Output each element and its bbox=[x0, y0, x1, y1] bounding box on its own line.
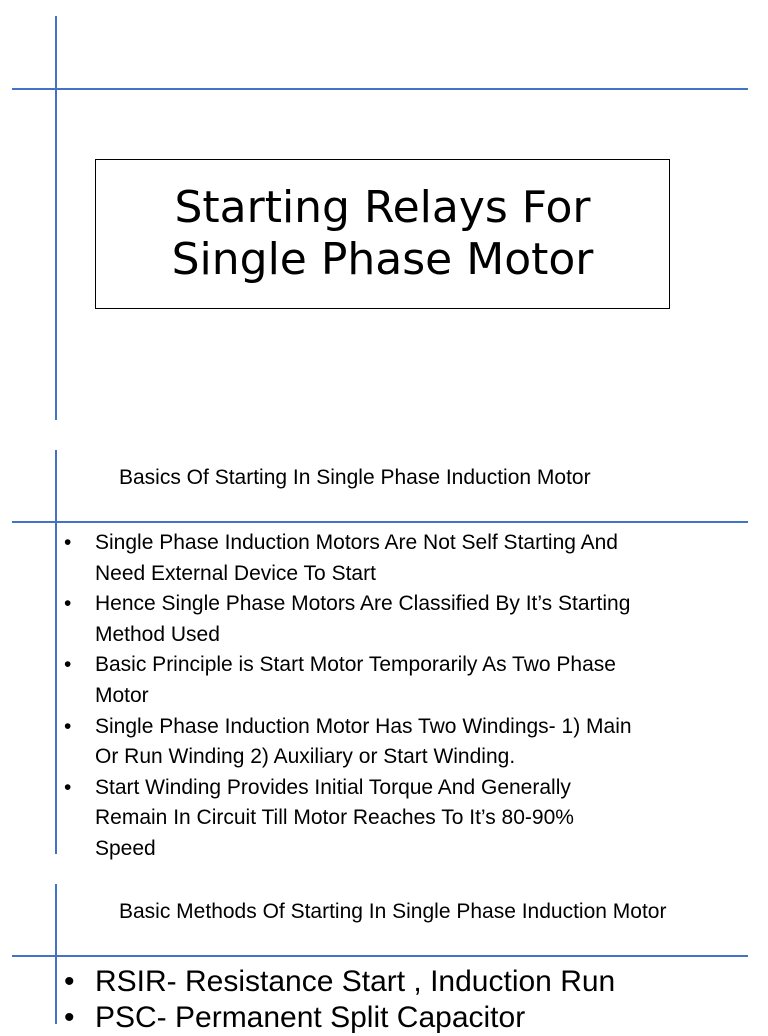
bullet-icon: • bbox=[64, 965, 75, 998]
list-item bbox=[0, 1000, 715, 1036]
list-item bbox=[0, 964, 715, 1000]
section-heading: Basic Methods Of Starting In Single Phase Induction Motor bbox=[119, 900, 667, 923]
bullet-icon: • bbox=[64, 531, 72, 554]
bullet-list bbox=[0, 528, 635, 865]
list-item bbox=[0, 712, 635, 773]
list-item-text: Single Phase Induction Motors Are Not Self Starting And Need External Device To Start bbox=[95, 531, 618, 585]
list-item-text: Start Winding Provides Initial Torque And Generally Remain In Circuit Till Motor Reaches To It’s 80-90% Speed bbox=[95, 775, 574, 860]
bullet-list bbox=[0, 964, 715, 1036]
slide-divider-horizontal bbox=[12, 955, 748, 957]
list-item-text: RSIR- Resistance Start , Induction Run bbox=[95, 965, 616, 998]
bullet-icon: • bbox=[64, 775, 72, 799]
list-item bbox=[0, 650, 635, 711]
list-item-text: PSC- Permanent Split Capacitor bbox=[95, 1001, 526, 1034]
bullet-icon: • bbox=[64, 653, 72, 677]
list-item bbox=[0, 773, 635, 865]
list-item bbox=[0, 528, 635, 589]
slide-divider-horizontal bbox=[12, 521, 748, 523]
bullet-icon: • bbox=[64, 1001, 75, 1034]
section-heading: Basics Of Starting In Single Phase Induction Motor bbox=[119, 466, 591, 489]
bullet-icon: • bbox=[64, 714, 72, 738]
list-item-text: Single Phase Induction Motor Has Two Windings- 1) Main Or Run Winding 2) Auxiliary or Start Winding. bbox=[95, 714, 632, 769]
bullet-icon: • bbox=[64, 592, 72, 616]
list-item-text: Basic Principle is Start Motor Temporarily As Two Phase Motor bbox=[95, 653, 616, 707]
page-title: Starting Relays For Single Phase Motor bbox=[171, 182, 594, 285]
list-item-text: Hence Single Phase Motors Are Classified By It’s Starting Method Used bbox=[95, 592, 631, 646]
slide-divider-horizontal bbox=[12, 88, 748, 90]
list-item bbox=[0, 589, 635, 650]
slide-divider-vertical bbox=[55, 16, 57, 420]
title-box bbox=[95, 159, 670, 309]
